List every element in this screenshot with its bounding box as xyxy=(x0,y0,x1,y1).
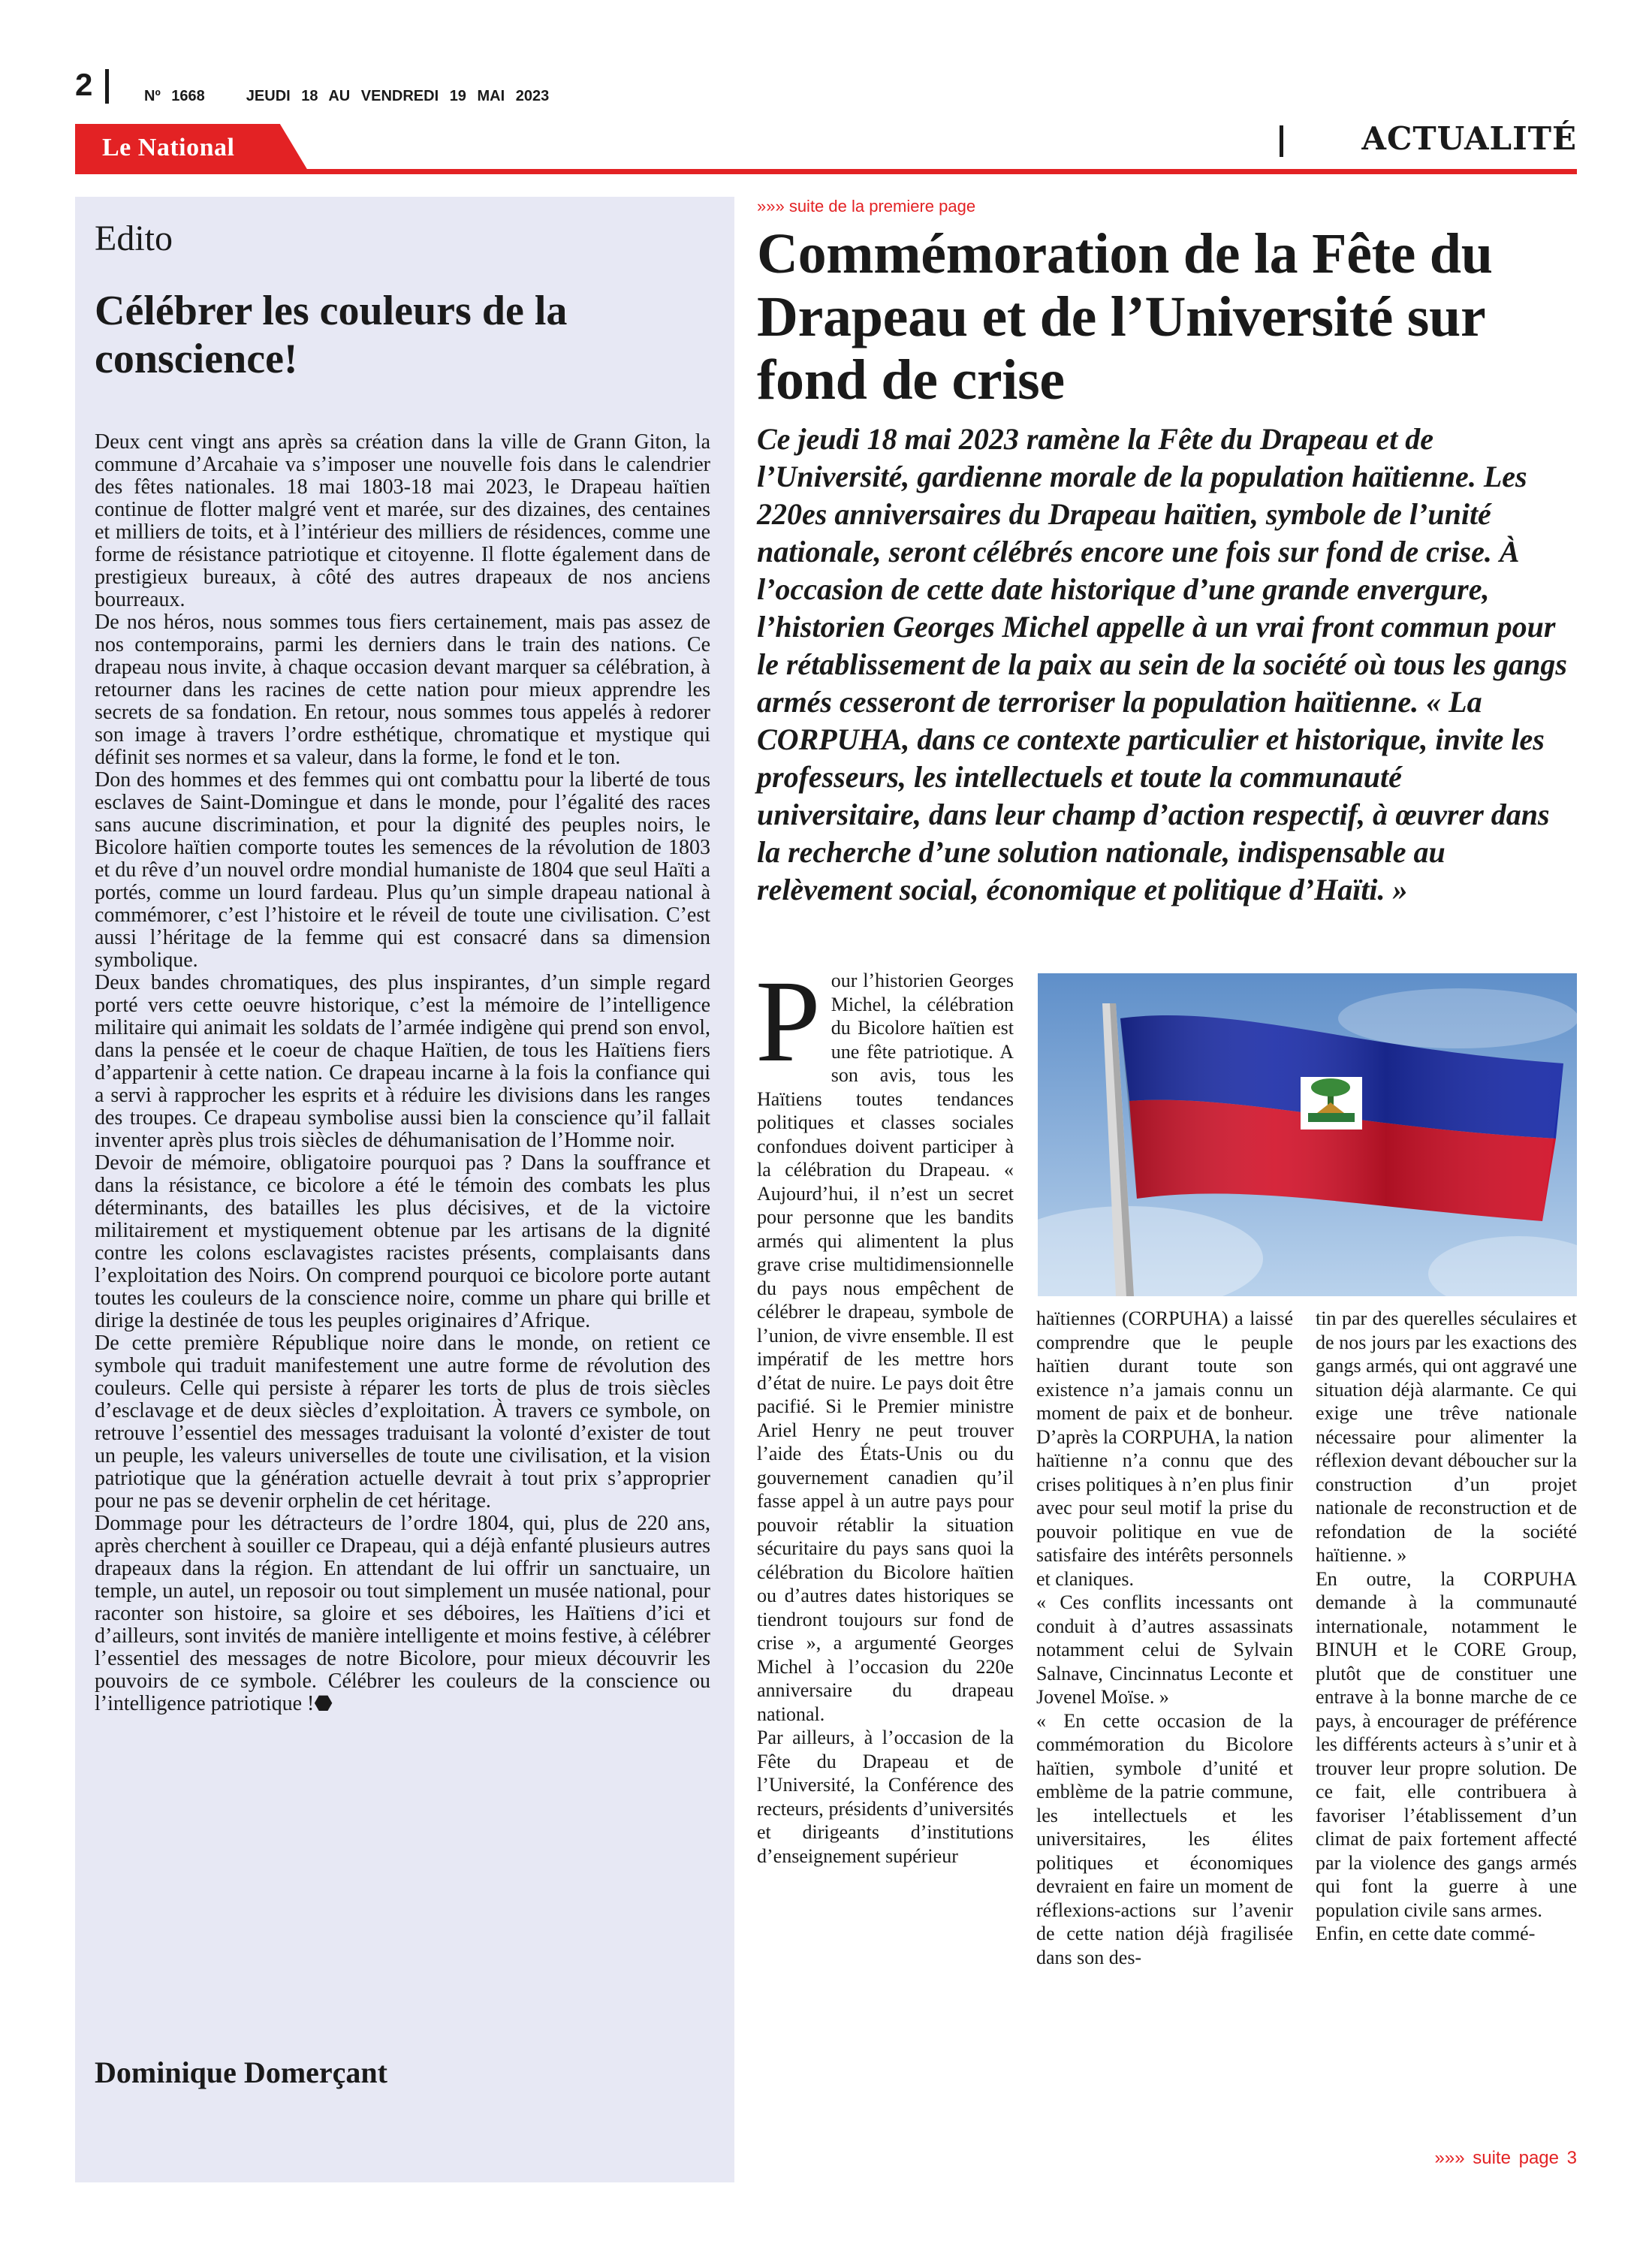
article-paragraph: « En cette occasion de la commémoration du Bicolore haïtien, symbole d’unité et emblème de la patrie commune, les intellectuels et les universitaires, les élites politiques et économiques devraient en faire un moment de réflexions-actions sur l’avenir de cette nation déjà fragilisée dans son des- xyxy=(1036,1709,1293,1968)
article-paragraph xyxy=(755,956,1014,1726)
continued-from-link[interactable]: »»» suite de la premiere page xyxy=(757,197,976,216)
edito-paragraph: Deux cent vingt ans après sa création dans la ville de Grann Giton, la commune d’Arcahaie va s’imposer une nouvelle fois dans le calendrier des fêtes nationales. 18 mai 1803-18 mai 2023, le Drapeau haïtien continue de flotter malgré vent et marée, sur des dizaines, des centaines et milliers de toits, et à l’intérieur des milliers de résidences, comme une forme de résistance patriotique et citoyenne. Il flotte également dans de prestigieux bureaux, à côté des autres drapeaux de nos anciens bourreaux. xyxy=(95,430,710,611)
edito-paragraph: De cette première République noire dans le monde, on retient ce symbole qui traduit manifestement une autre forme de révolution des couleurs. Celle qui persiste à réparer les torts de plus de trois siècles d’esclavage et de deux siècles d’exploitation. À travers ce symbole, on retrouve l’essentiel des messages traduisant la volonté d’exister de tout un peuple, les valeurs universelles de toute une civilisation, et la vision patriotique que la génération actuelle devrait à tout prix s’approprier pour ne pas se devenir orphelin de cet héritage. xyxy=(95,1332,710,1513)
article-paragraph: tin par des querelles séculaires et de nos jours par les exactions des gangs armés, qui ont aggravé une situation déjà alarmante. Ce qui exige une trêve nationale nécessaire pour alimenter la réflexion devant déboucher sur la construction d’un projet nationale de reconstruction et de refondation de la société haïtienne. » xyxy=(1316,1307,1578,1566)
edito-paragraph: De nos héros, nous sommes tous fiers certainement, mais pas assez de nos contemporains, parmi les derniers dans le train des nations. Ce drapeau nous invite, à chaque occasion devant marquer sa célébration, à retourner dans les racines de cette nation pour mieux apprendre les secrets de sa fondation. En retour, nous sommes tous appelés à redorer son image à travers l’ordre esthétique, chromatique et mystique qui définit ses normes et sa valeur, dans la forme, le fond et le ton. xyxy=(95,611,710,769)
article-lede: Ce jeudi 18 mai 2023 ramène la Fête du Drapeau et de l’Université, gardienne morale de la population haïtienne. Les 220es anniversaires du Drapeau haïtien, symbole de l’unité nationale, seront célébrés encore une fois sur fond de crise. À l’occasion de cette date historique d’une grande envergure, l’historien Georges Michel appelle à un vrai front commun pour le rétablissement de la paix au sein de la société où tous les gangs armés cesseront de terroriser la population haïtienne. « La CORPUHA, dans ce contexte particulier et historique, invite les professeurs, les intellectuels et toute la communauté universitaire, dans leur champ d’action respectif, à œuvrer dans la recherche d’une solution nationale, indispensable au relèvement social, économique et politique d’Haïti. » xyxy=(757,422,1567,906)
issue-date-line xyxy=(144,88,549,105)
edito-title: Célébrer les couleurs de la conscience! xyxy=(95,288,568,382)
header-rule xyxy=(75,169,1577,174)
edito-paragraph: Dommage pour les détracteurs de l’ordre 1804, qui, plus de 220 ans, après cherchent à souiller ce Drapeau, qui a déjà enfanté plusieurs autres drapeaux dans la région. En attendant de lui offrir un sanctuaire, un temple, un autel, un reposoir ou tout simplement un musée national, pour raconter son histoire, sa gloire et ses déboires, les Haïtiens d’ici et d’ailleurs, sont invités de manière intelligente et moins festive, à célébrer l’essentiel des messages de notre Bicolore, pour mieux découvrir les pouvoirs de ce symbole. Célébrer les couleurs de la conscience ou l’intelligence patriotique !⬣ xyxy=(95,1512,710,1715)
edito-paragraph: Deux bandes chromatiques, des plus inspirantes, d’un simple regard porté vers cette oeuvre historique, c’est la mémoire de l’intelligence militaire qui animait les soldats de l’armée indigène qui prend son envol, dans la pensée et le coeur de chaque Haïtien, de tous les Haïtiens fiers d’appartenir à cette nation. Ce drapeau incarne à la fois la confiance qui a servi à rapprocher les esprits et à réduire les divisions dans les ranges des troupes. Ce drapeau symbolise aussi bien la conscience qu’il fallait inventer après plus trois siècles de déhumanisation de l’Homme noir. xyxy=(95,971,710,1152)
edito-paragraph: Don des hommes et des femmes qui ont combattu pour la liberté de tous esclaves de Saint-Domingue et dans le monde, pour l’égalité des races sans aucune discrimination, et pour la dignité des peuples noirs, le Bicolore haïtien comporte toutes les semences de la révolution de 1803 et du rêve d’un nouvel ordre mondial humaniste de 1804 que seul Haïti a portés, comme un lourd fardeau. Plus qu’un simple drapeau national à commémorer, c’est l’histoire et le réveil de toute une civilisation. C’est aussi l’héritage de la femme qui est consacré dans sa dimension symbolique. xyxy=(95,768,710,972)
article-paragraph: haïtiennes (CORPUHA) a laissé comprendre que le peuple haïtien durant toute son existence n’a jamais connu un moment de paix et de bonheur. D’après la CORPUHA, la nation haïtienne n’a connu que des crises politiques à n’en plus finir avec pour seul motif la prise du pouvoir politique en vue de satisfaire des intérêts personnels et claniques. xyxy=(1036,1307,1293,1590)
article-column-2 xyxy=(1036,1307,1293,1969)
article-paragraph: « Ces conflits incessants ont conduit à d’autres assassinats notamment celui de Sylvain Salnave, Cincinnatus Leconte et Jovenel Moïse. » xyxy=(1036,1591,1293,1708)
issue-date-from: JEUDI 18 AU xyxy=(246,88,351,104)
article-column-1 xyxy=(755,956,1014,1868)
section-title: ACTUALITÉ xyxy=(1361,120,1577,157)
haiti-flag-illustration xyxy=(1038,973,1577,1296)
newspaper-brand: Le National xyxy=(102,134,235,161)
edito-kicker: Edito xyxy=(95,219,173,258)
article-paragraph: Enfin, en cette date commé- xyxy=(1316,1923,1536,1944)
issue-number: Nº 1668 xyxy=(144,88,205,104)
page-number: 2 xyxy=(75,67,93,102)
haiti-flag-photo xyxy=(1038,973,1577,1296)
page-number-divider xyxy=(105,69,109,104)
article-paragraph: En outre, la CORPUHA demande à la communauté internationale, notamment le BINUH et le CORE Group, plutôt que de constituer une entrave à la bonne marche de ce pays, à encourager de préférence les différents acteurs à s’unir et à trouver leur propre solution. De ce fait, elle contribuera à favoriser l’établissement d’un climat de paix fortement affecté par la violence des gangs armés qui font la guerre à une population civile sans armes. xyxy=(1316,1567,1577,1921)
article-paragraph: Par ailleurs, à l’occasion de la Fête du Drapeau et de l’Université, la Conférence des recteurs, présidents d’universités et dirigeants d’institutions d’enseignement supérieur xyxy=(757,1727,1014,1867)
edito-body xyxy=(95,431,710,1715)
article-headline: Commémoration de la Fête du Drapeau et de l’Université sur fond de crise xyxy=(757,222,1493,412)
edito-signature: Dominique Domerçant xyxy=(95,2055,387,2089)
continued-to-link[interactable]: »»» suite page 3 xyxy=(1434,2148,1577,2168)
drop-cap: P xyxy=(755,956,821,1086)
issue-date-to: VENDREDI 19 MAI 2023 xyxy=(360,88,550,104)
edito-paragraph: Devoir de mémoire, obligatoire pourquoi pas ? Dans la souffrance et dans la résistance, ce bicolore a été le témoin des combats les plus déterminants, des batailles les plus décisives, et de la victoire militairement et mystiquement obtenue par les artisans de la dignité contre les colons esclavagistes racistes présents, complaisants dans l’exploitation des Noirs. On comprend pourquoi ce bicolore porte autant toutes les couleurs de la conscience noire, comme un phare qui brille et dirige la destinée de tous les peuples originaires d’Afrique. xyxy=(95,1151,710,1332)
article-paragraph-text: our l’historien Georges Michel, la célébration du Bicolore haïtien est une fête patriotique. A son avis, tous les Haïtiens toutes tendances politiques et classes sociales confondues doivent participer à la célébration du Drapeau. « Aujourd’hui, il n’est un secret pour personne que les bandits armés qui alimentent la plus grave crise multidimensionnelle du pays nous empêchent de célébrer le drapeau, symbole de l’union, de vivre ensemble. Il est impératif de les mettre hors d’état de nuire. Le pays doit être pacifié. Si le Premier ministre Ariel Henry ne peut trouver l’aide des États-Unis ou du gouvernement canadien qu’il fasse appel à un autre pays pour pouvoir rétablir la situation sécuritaire du pays sans quoi la célébration du Bicolore haïtien ou d’autres dates historiques se tiendront toujours sur fond de crise », a argumenté Georges Michel à l’occasion du 220e anniversaire du drapeau national. xyxy=(757,970,1014,1725)
article-column-3 xyxy=(1316,1307,1577,1946)
section-divider xyxy=(1280,125,1283,157)
